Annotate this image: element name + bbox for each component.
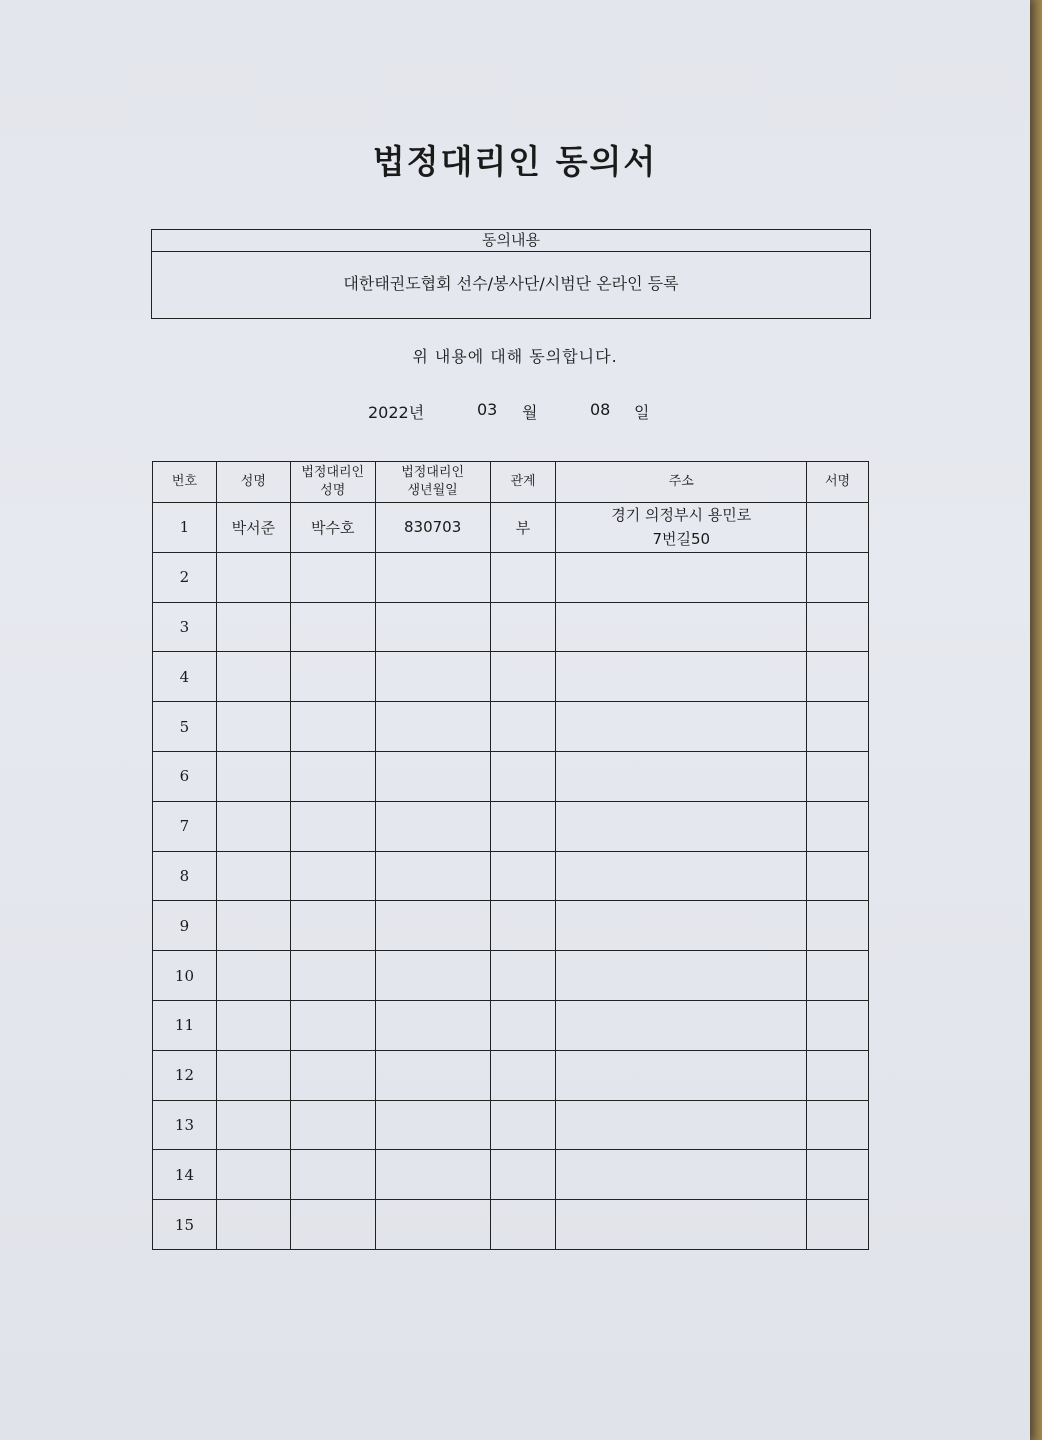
row-guardian-birth [375,1200,490,1250]
row-address [556,503,807,553]
row-guardian-birth [375,951,490,1001]
row-guardian-birth [375,801,490,851]
row-guardian-name [290,951,375,1001]
row-number: 5 [153,702,217,752]
document-title: 법정대리인 동의서 [372,142,658,181]
row-number: 15 [153,1200,217,1250]
row-address [556,602,807,652]
row-name [216,1050,290,1100]
header-address: 주소 [556,462,807,503]
table-row [153,652,869,702]
row-guardian-birth [375,652,490,702]
row-number: 2 [153,552,217,602]
consent-text: 대한태권도협회 선수/봉사단/시범단 온라인 등록 [343,274,679,293]
row-relation [490,951,556,1001]
header-guardian-birth-line1: 법정대리인 [401,465,465,480]
date-year: 2022년 [368,403,425,422]
row-address [556,751,807,801]
row-guardian-name [290,1050,375,1100]
row-address [556,552,807,602]
row-relation [490,1050,556,1100]
row-guardian-name [290,801,375,851]
row-signature[interactable] [807,602,869,652]
row-address [556,1000,807,1050]
row-number: 10 [153,951,217,1001]
row-guardian-name [290,602,375,652]
row-address [556,901,807,951]
row-guardian-birth [375,1000,490,1050]
row-signature[interactable] [807,1000,869,1050]
row-number: 1 [153,503,217,553]
row-guardian-name [290,1000,375,1050]
row-number: 3 [153,602,217,652]
date-day: 08 [590,400,611,419]
row-name [216,1100,290,1150]
table-row [153,602,869,652]
agreement-statement: 위 내용에 대해 동의합니다. [412,347,618,366]
row-name [216,1150,290,1200]
row-signature[interactable] [807,552,869,602]
row-address [556,1100,807,1150]
row-signature[interactable] [807,503,869,553]
row-relation [490,851,556,901]
row-name [216,901,290,951]
row-relation [490,552,556,602]
row-signature[interactable] [807,1100,869,1150]
row-guardian-name [290,652,375,702]
row-address [556,801,807,851]
row-number: 13 [153,1100,217,1150]
table-row [153,1200,869,1250]
header-relation: 관계 [490,462,556,503]
header-no: 번호 [153,462,217,503]
row-guardian-birth [375,1150,490,1200]
table-row [153,1050,869,1100]
row-signature[interactable] [807,751,869,801]
row-number: 11 [153,1000,217,1050]
row-relation: 부 [490,503,556,553]
table-row [153,1100,869,1150]
row-name [216,1000,290,1050]
table-row [153,901,869,951]
row-relation [490,602,556,652]
table-header-row [153,462,869,503]
row-relation [490,1200,556,1250]
row-guardian-name [290,702,375,752]
row-guardian-name [290,1100,375,1150]
table-row [153,751,869,801]
row-address [556,1150,807,1200]
row-number: 4 [153,652,217,702]
row-name [216,951,290,1001]
row-guardian-birth [375,1050,490,1100]
row-name [216,801,290,851]
row-name [216,751,290,801]
row-address-line2: 7번길50 [652,530,711,549]
row-name: 박서준 [216,503,290,553]
row-signature[interactable] [807,702,869,752]
row-signature[interactable] [807,901,869,951]
row-number: 14 [153,1150,217,1200]
row-number: 12 [153,1050,217,1100]
row-signature[interactable] [807,1200,869,1250]
row-name [216,702,290,752]
header-guardian-birth [375,462,490,503]
row-relation [490,652,556,702]
header-guardian-birth-line2: 생년월일 [407,483,458,498]
row-name [216,552,290,602]
row-name [216,851,290,901]
guardian-table [152,461,869,1250]
row-signature[interactable] [807,951,869,1001]
row-number: 6 [153,751,217,801]
row-signature[interactable] [807,1050,869,1100]
row-guardian-birth [375,702,490,752]
row-relation [490,702,556,752]
date-month: 03 [477,400,498,419]
row-guardian-name [290,901,375,951]
row-guardian-name [290,751,375,801]
row-address [556,951,807,1001]
row-address [556,702,807,752]
row-guardian-birth [375,552,490,602]
row-guardian-birth [375,1100,490,1150]
table-row [153,1000,869,1050]
row-address [556,851,807,901]
signature-date [0,400,1030,424]
header-guardian-name-line1: 법정대리인 [301,465,365,480]
row-guardian-birth [375,901,490,951]
table-row [153,801,869,851]
row-relation [490,1000,556,1050]
consent-box [151,229,871,319]
table-row [153,552,869,602]
row-guardian-birth: 830703 [375,503,490,553]
header-guardian-name [290,462,375,503]
row-address [556,1200,807,1250]
row-relation [490,751,556,801]
table-row [153,951,869,1001]
row-number: 8 [153,851,217,901]
row-signature[interactable] [807,801,869,851]
row-name [216,602,290,652]
row-guardian-name [290,1150,375,1200]
row-relation [490,801,556,851]
table-row [153,503,869,553]
row-guardian-name: 박수호 [290,503,375,553]
row-signature[interactable] [807,851,869,901]
row-number: 9 [153,901,217,951]
consent-header: 동의내용 [152,230,870,252]
date-day-label: 일 [634,403,650,422]
row-guardian-name [290,552,375,602]
header-name: 성명 [216,462,290,503]
table-row [153,702,869,752]
header-signature: 서명 [807,462,869,503]
table-row [153,1150,869,1200]
row-guardian-name [290,1200,375,1250]
row-relation [490,1150,556,1200]
row-signature[interactable] [807,652,869,702]
row-guardian-name [290,851,375,901]
row-guardian-birth [375,602,490,652]
row-relation [490,1100,556,1150]
row-address-line1: 경기 의정부시 용민로 [611,506,752,525]
row-relation [490,901,556,951]
header-guardian-name-line2: 성명 [320,483,346,498]
row-name [216,1200,290,1250]
row-name [216,652,290,702]
row-address [556,652,807,702]
row-signature[interactable] [807,1150,869,1200]
table-body [153,503,869,1250]
table-row [153,851,869,901]
row-guardian-birth [375,851,490,901]
date-month-label: 월 [522,403,538,422]
row-guardian-birth [375,751,490,801]
row-address [556,1050,807,1100]
row-number: 7 [153,801,217,851]
